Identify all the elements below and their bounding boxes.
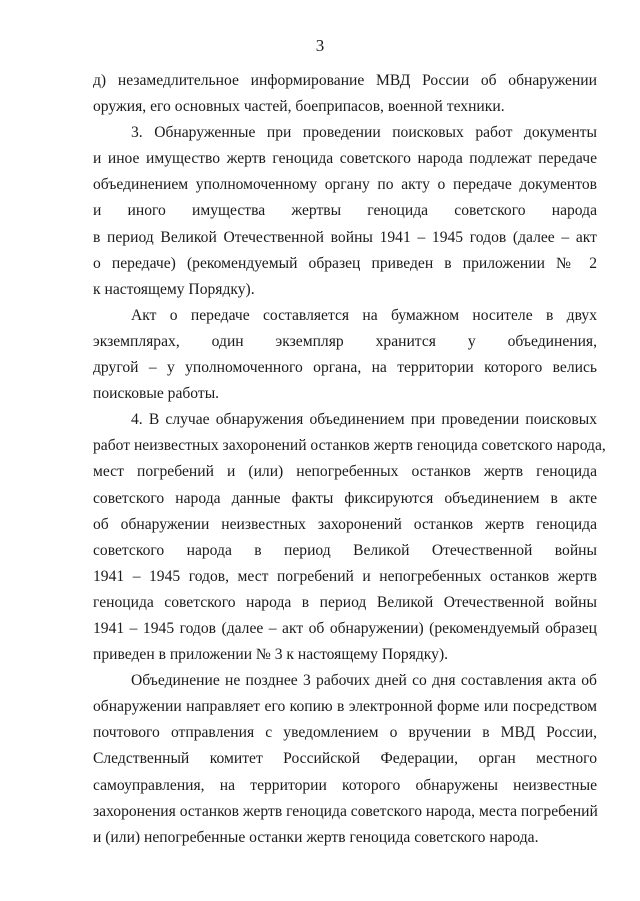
paragraph-line: поисковые работы. <box>93 385 220 403</box>
paragraph-line: оружия, его основных частей, боеприпасов, военной техники. <box>93 98 505 116</box>
paragraph-line: об обнаружении неизвестных захоронений останков жертв геноцида <box>93 515 597 533</box>
paragraph-line: экземплярах, один экземпляр хранится у объединения, <box>93 332 597 350</box>
paragraph-line: Объединение не позднее 3 рабочих дней со дня составления акта об <box>131 672 597 690</box>
paragraph-line: Акт о передаче составляется на бумажном носителе в двух <box>131 306 597 324</box>
paragraph-line: в период Великой Отечественной войны 1941 – 1945 годов (далее – акт <box>93 228 597 246</box>
paragraph-line: 3. Обнаруженные при проведении поисковых работ документы <box>131 124 597 142</box>
paragraph-line: приведен в приложении № 3 к настоящему Порядку). <box>93 646 449 664</box>
paragraph-line: к настоящему Порядку). <box>93 280 255 298</box>
paragraph-line: самоуправления, на территории которого обнаружены неизвестные <box>93 776 597 794</box>
paragraph-line: советского народа в период Великой Отечественной войны <box>93 541 597 559</box>
paragraph-line: 1941 – 1945 годов, мест погребений и непогребенных останков жертв <box>93 567 597 585</box>
paragraph-line: и иное имущество жертв геноцида советского народа подлежат передаче <box>93 150 597 168</box>
paragraph-line: советского народа данные факты фиксируются объединением в акте <box>93 489 597 507</box>
paragraph-line: д) незамедлительное информирование МВД России об обнаружении <box>93 72 597 89</box>
paragraph-line: захоронения останков жертв геноцида советского народа, места погребений <box>93 802 598 820</box>
paragraph-line: геноцида советского народа в период Великой Отечественной войны <box>93 593 597 611</box>
paragraph-line: и иного имущества жертвы геноцида советского народа <box>93 202 597 220</box>
paragraph-line: 1941 – 1945 годов (далее – акт об обнаружении) (рекомендуемый образец <box>93 619 597 637</box>
paragraph-line: о передаче) (рекомендуемый образец приведен в приложении № 2 <box>93 254 597 272</box>
paragraph-line: Следственный комитет Российской Федерации, орган местного <box>93 750 597 768</box>
paragraph-3 <box>93 303 597 407</box>
paragraph-line: 4. В случае обнаружения объединением при проведении поисковых <box>131 411 597 429</box>
paragraph-5 <box>93 668 597 851</box>
paragraph-line: объединением уполномоченному органу по акту о передаче документов <box>93 176 597 194</box>
paragraph-line: почтового отправления с уведомлением о вручении в МВД России, <box>93 724 597 742</box>
page-number: 3 <box>315 36 325 55</box>
paragraph-4 <box>93 407 606 668</box>
paragraph-line: обнаружении направляет его копию в электронной форме или посредством <box>93 698 597 716</box>
paragraph-line: работ неизвестных захоронений останков жертв геноцида советского народа, <box>93 437 606 455</box>
paragraph-1 <box>93 68 597 120</box>
paragraph-line: и (или) непогребенные останки жертв геноцида советского народа. <box>93 828 539 846</box>
paragraph-line: другой – у уполномоченного органа, на территории которого велись <box>93 359 597 377</box>
paragraph-2 <box>93 120 597 303</box>
document-body <box>93 68 606 851</box>
paragraph-line: мест погребений и (или) непогребенных останков жертв геноцида <box>93 463 597 481</box>
